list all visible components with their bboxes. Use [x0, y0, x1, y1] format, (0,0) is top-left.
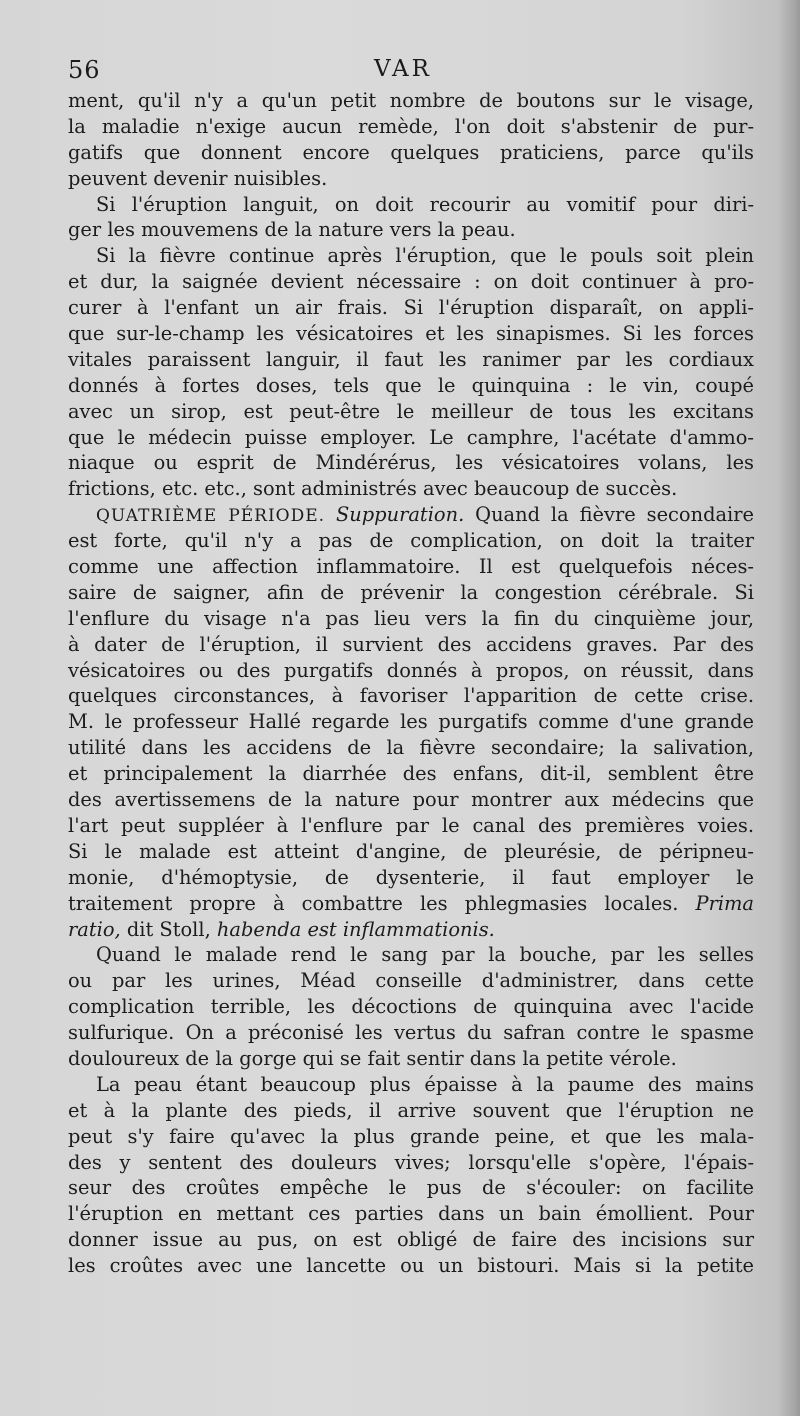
running-head: VAR	[374, 56, 432, 82]
text-line: Si le malade est atteint d'angine, de pleurésie, de péripneu-	[68, 839, 754, 863]
page-number: 56	[68, 56, 101, 84]
page-header	[68, 56, 758, 90]
text-line: quelques circonstances, à favoriser l'apparition de cette crise.	[68, 684, 754, 708]
text-line: Si l'éruption languit, on doit recourir au vomitif pour diri-	[96, 192, 754, 216]
text-line: des y sentent des douleurs vives; lorsqu'elle s'opère, l'épais-	[68, 1150, 754, 1174]
text-line: l'art peut suppléer à l'enflure par le canal des premières voies.	[68, 813, 754, 837]
text-line: que le médecin puisse employer. Le camphre, l'acétate d'ammo-	[68, 425, 754, 449]
text-line: que sur-le-champ les vésicatoires et les sinapismes. Si les forces	[68, 322, 754, 346]
text-line: des avertissemens de la nature pour montrer aux médecins que	[68, 788, 754, 812]
text-fragment: dit Stoll,	[126, 917, 211, 941]
text-line: monie, d'hémoptysie, de dysenterie, il faut employer le	[68, 865, 754, 889]
text-line: Quand le malade rend le sang par la bouche, par les selles	[96, 943, 754, 967]
text-line: vésicatoires ou des purgatifs donnés à propos, on réussit, dans	[68, 658, 754, 682]
text-line: l'enflure du visage n'a pas lieu vers la fin du cinquième jour,	[68, 606, 754, 630]
text-line: et principalement la diarrhée des enfans, dit-il, semblent être	[68, 762, 754, 786]
text-line: et à la plante des pieds, il arrive souvent que l'éruption ne	[68, 1098, 754, 1122]
text-line: niaque ou esprit de Mindérérus, les vésicatoires volans, les	[68, 451, 754, 475]
text-line: à dater de l'éruption, il survient des accidens graves. Par des	[68, 632, 754, 656]
text-line: donner issue au pus, on est obligé de faire des incisions sur	[68, 1228, 754, 1252]
text-line: Si la fièvre continue après l'éruption, que le pouls soit plein	[96, 244, 754, 268]
text-line: la maladie n'exige aucun remède, l'on doit s'abstenir de pur-	[68, 114, 754, 138]
text-line: sulfurique. On a préconisé les vertus du safran contre le spasme	[68, 1021, 754, 1045]
text-line: ment, qu'il n'y a qu'un petit nombre de boutons sur le visage,	[68, 89, 754, 112]
text-line: l'éruption en mettant ces parties dans un bain émollient. Pour	[68, 1202, 754, 1226]
text-line: donnés à fortes doses, tels que le quinquina : le vin, coupé	[68, 373, 754, 397]
period-label: QUATRIÈME PÉRIODE.	[96, 506, 326, 527]
text-line: saire de saigner, afin de prévenir la congestion cérébrale. Si	[68, 580, 754, 604]
text-line: douloureux de la gorge qui se fait sentir dans la petite vérole.	[68, 1046, 677, 1070]
period-title: Suppuration.	[336, 503, 465, 527]
text-line	[68, 917, 754, 943]
text-line: La peau étant beaucoup plus épaisse à la paume des mains	[96, 1072, 754, 1096]
latin-quote: habenda est inflammationis.	[216, 917, 495, 941]
text-line: vitales paraissent languir, il faut les ranimer par les cordiaux	[68, 347, 754, 371]
text-line: complication terrible, les décoctions de quinquina avec l'acide	[68, 995, 754, 1019]
text-fragment: traitement propre à combattre les phlegmasies locales.	[68, 891, 679, 915]
text-line: M. le professeur Hallé regarde les purgatifs comme d'une grande	[68, 710, 754, 734]
latin-word: ratio,	[68, 917, 121, 941]
section-heading-line	[68, 502, 754, 528]
text-line: frictions, etc. etc., sont administrés avec beaucoup de succès.	[68, 477, 678, 501]
text-fragment: Quand la fièvre secondaire	[475, 503, 754, 527]
text-line: seur des croûtes empêche le pus de s'écouler: on facilite	[68, 1176, 754, 1200]
text-line: comme une affection inflammatoire. Il est quelquefois néces-	[68, 555, 754, 579]
text-line: peuvent devenir nuisibles.	[68, 166, 328, 190]
text-line: ou par les urines, Méad conseille d'administrer, dans cette	[68, 969, 754, 993]
text-line: curer à l'enfant un air frais. Si l'éruption disparaît, on appli-	[68, 296, 754, 320]
text-line: peut s'y faire qu'avec la plus grande peine, et que les mala-	[68, 1124, 754, 1148]
text-line	[68, 891, 754, 917]
text-line: est forte, qu'il n'y a pas de complication, on doit la traiter	[68, 529, 754, 553]
text-line: ger les mouvemens de la nature vers la peau.	[68, 218, 516, 242]
page-edge-shadow	[778, 0, 800, 1416]
text-line: avec un sirop, est peut-être le meilleur de tous les excitans	[68, 399, 754, 423]
body-text	[68, 88, 754, 1279]
text-line: utilité dans les accidens de la fièvre secondaire; la salivation,	[68, 736, 754, 760]
text-line: et dur, la saignée devient nécessaire : on doit continuer à pro-	[68, 270, 754, 294]
text-line: gatifs que donnent encore quelques praticiens, parce qu'ils	[68, 140, 754, 164]
latin-word: Prima	[695, 891, 754, 915]
text-line: les croûtes avec une lancette ou un bistouri. Mais si la petite	[68, 1254, 754, 1278]
